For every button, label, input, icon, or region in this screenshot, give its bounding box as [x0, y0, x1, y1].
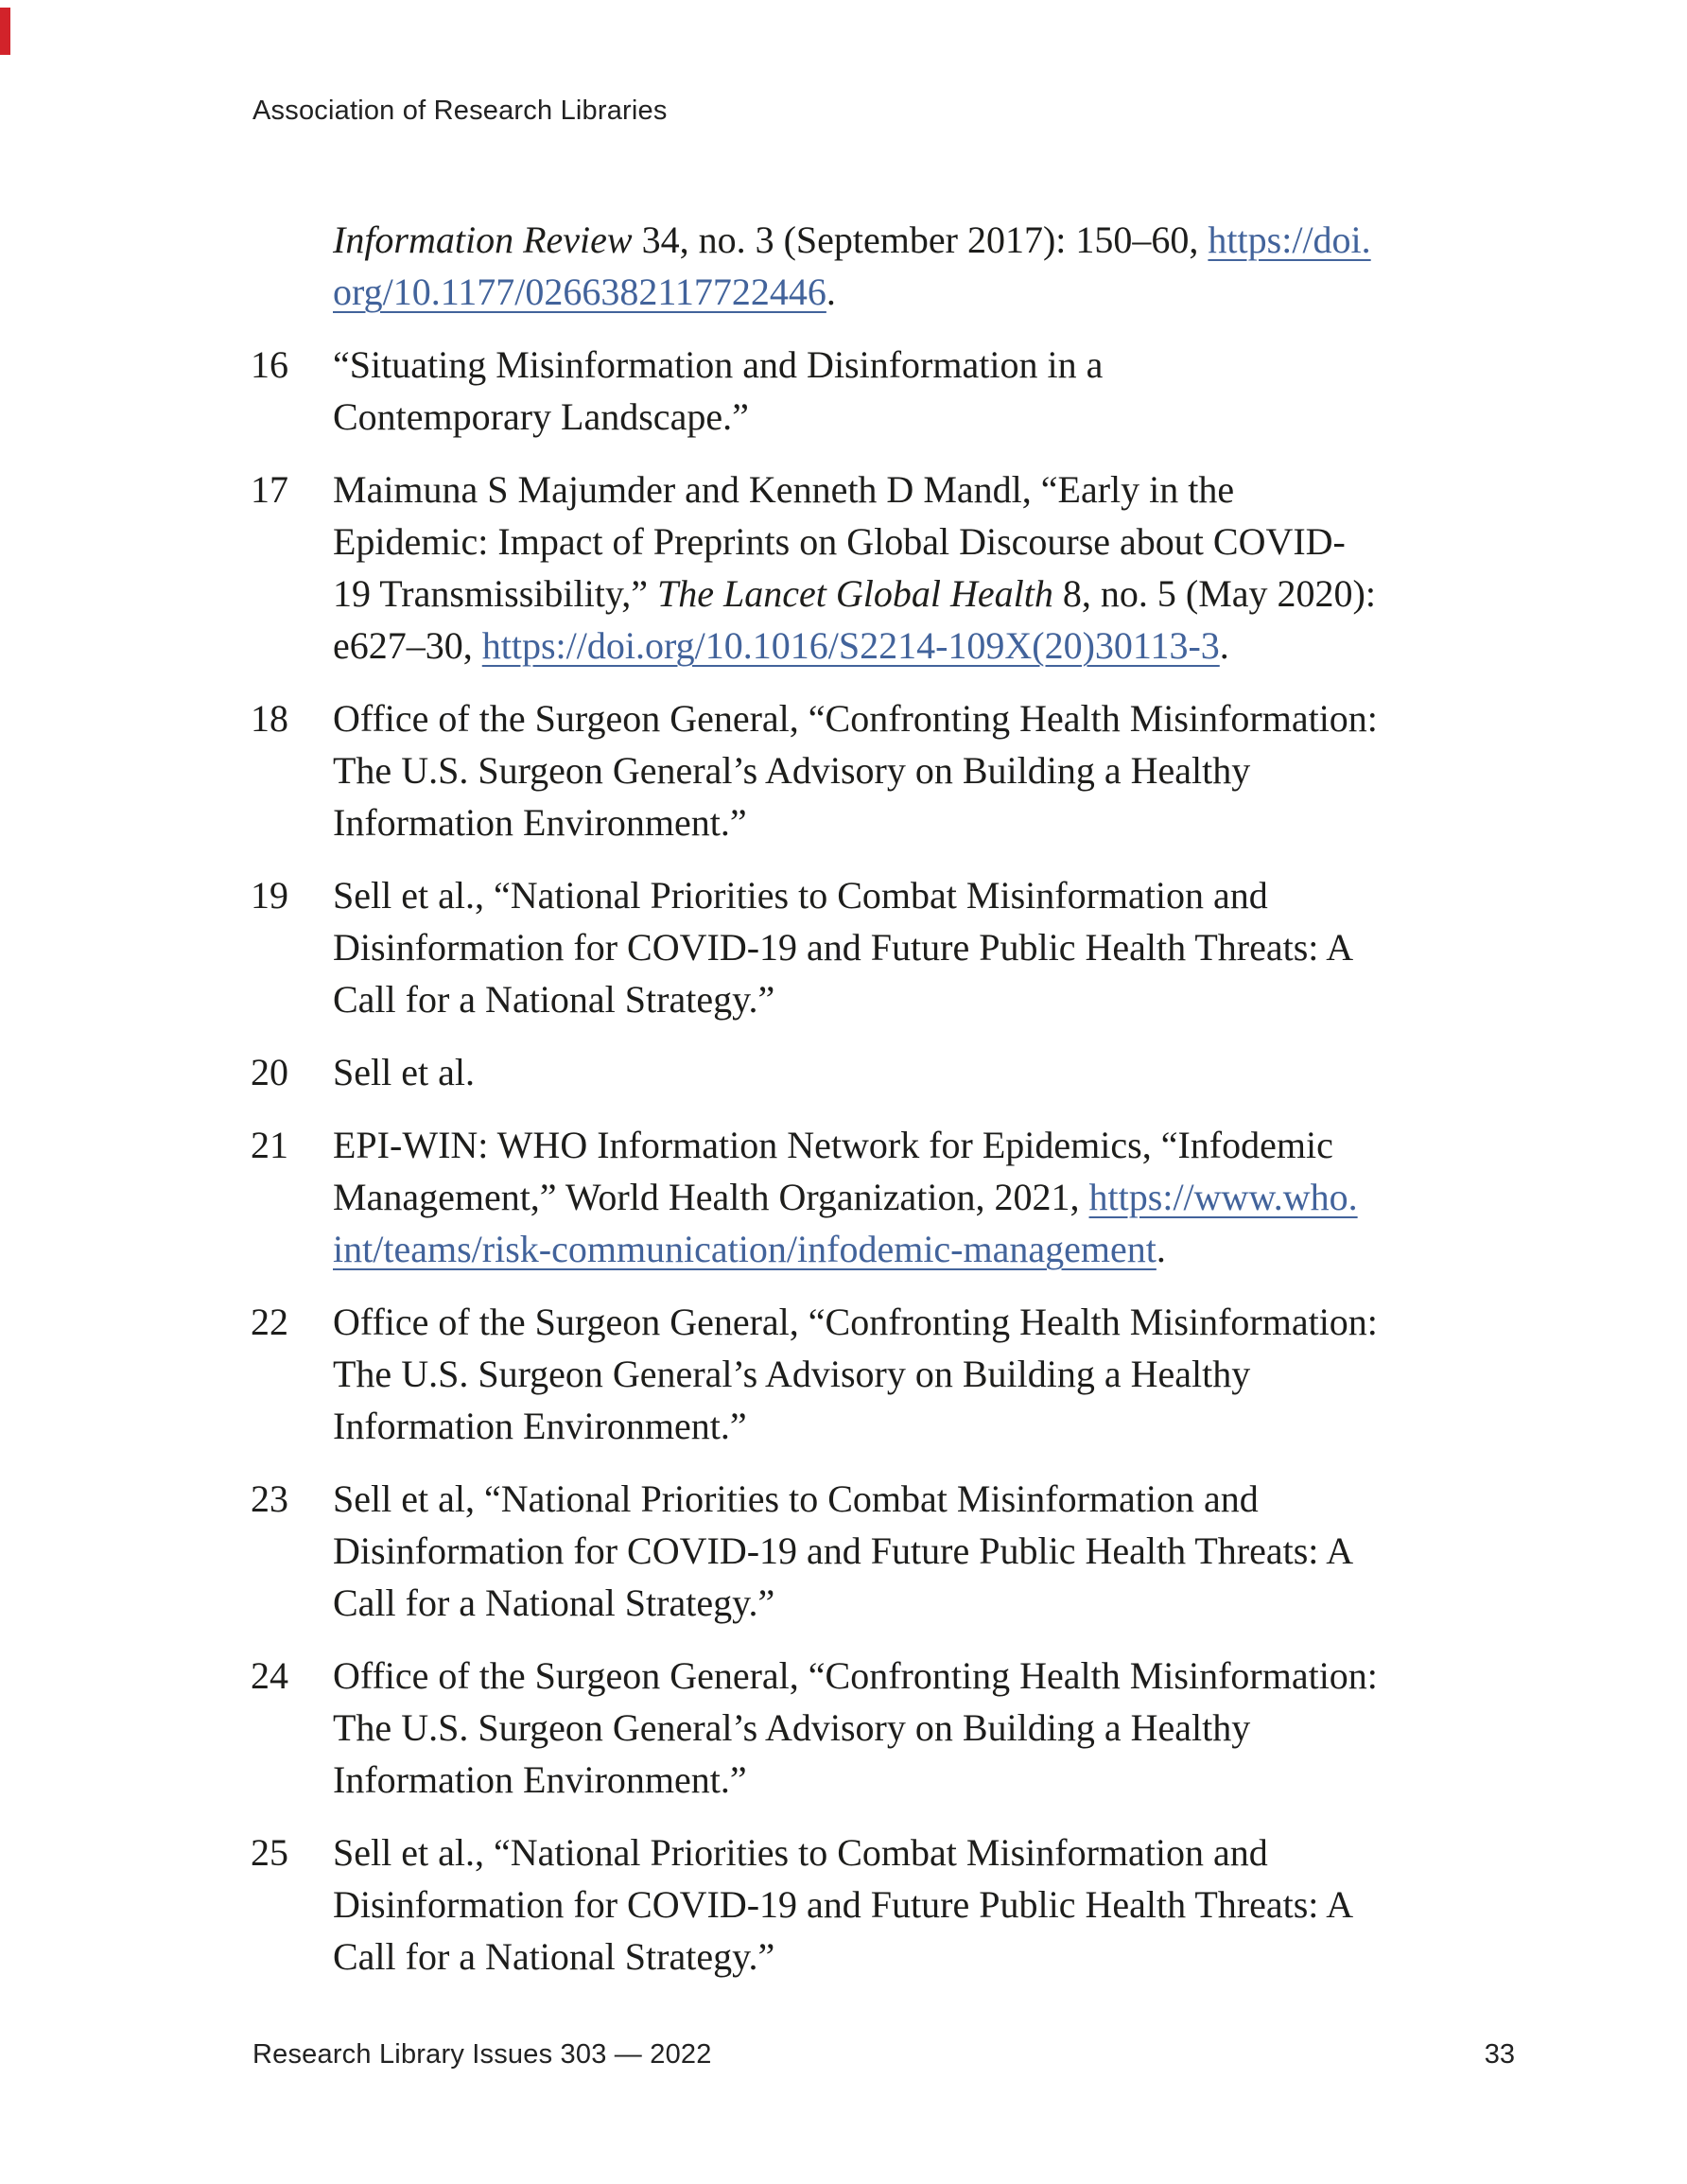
note-line [333, 1931, 1518, 1983]
text-run: Information Environment.” [333, 1758, 747, 1801]
endnote [251, 339, 1518, 443]
note-line [333, 515, 1518, 568]
text-run: Sell et al, “National Priorities to Combat Misinformation and [333, 1477, 1259, 1520]
note-body [333, 339, 1518, 443]
text-run: Disinformation for COVID-19 and Future Public Health Threats: A [333, 1883, 1354, 1926]
running-header: Association of Research Libraries [252, 96, 668, 126]
text-run: Office of the Surgeon General, “Confronting Health Misinformation: [333, 1301, 1378, 1343]
note-line [333, 1223, 1518, 1275]
note-line [333, 339, 1518, 391]
text-run: The U.S. Surgeon General’s Advisory on Building a Healthy [333, 1706, 1251, 1749]
text-run: Disinformation for COVID-19 and Future Public Health Threats: A [333, 926, 1354, 969]
text-run: Office of the Surgeon General, “Confronting Health Misinformation: [333, 1654, 1378, 1697]
note-number: 16 [251, 343, 288, 386]
note-line [333, 796, 1518, 848]
url-link[interactable]: int/teams/risk-communication/infodemic-management [333, 1228, 1157, 1270]
running-footer: Research Library Issues 303 — 2022 [252, 2039, 712, 2070]
text-run: Contemporary Landscape.” [333, 395, 749, 438]
note-line [333, 1878, 1518, 1931]
text-run: Maimuna S Majumder and Kenneth D Mandl, “Early in the [333, 468, 1235, 511]
url-link[interactable]: https://www.who. [1088, 1176, 1358, 1218]
text-run: Sell et al., “National Priorities to Combat Misinformation and [333, 1831, 1268, 1874]
endnote [251, 1826, 1518, 1983]
url-link[interactable]: https://doi.org/10.1016/S2214-109X(20)30113-3 [481, 624, 1220, 667]
text-run: e627–30, [333, 624, 482, 667]
note-line [333, 692, 1518, 744]
note-body [333, 1296, 1518, 1452]
text-run: . [826, 271, 836, 313]
note-body [333, 1473, 1518, 1629]
note-line [333, 1171, 1518, 1223]
note-body [333, 692, 1518, 848]
note-number: 22 [251, 1301, 288, 1343]
endnote [251, 1046, 1518, 1098]
note-body [333, 463, 1518, 672]
text-run: Information Environment.” [333, 801, 747, 844]
note-line [333, 744, 1518, 796]
text-run: Sell et al. [333, 1051, 475, 1093]
text-run: Disinformation for COVID-19 and Future Public Health Threats: A [333, 1529, 1354, 1572]
endnote [251, 692, 1518, 848]
note-line [333, 973, 1518, 1025]
text-run: Sell et al., “National Priorities to Combat Misinformation and [333, 874, 1268, 917]
text-run: The Lancet Global Health [657, 572, 1053, 615]
note-body [333, 1826, 1518, 1983]
endnote [251, 214, 1518, 318]
url-link[interactable]: https://doi. [1208, 218, 1371, 261]
endnote [251, 1650, 1518, 1806]
note-line [333, 1400, 1518, 1452]
note-line [333, 391, 1518, 443]
note-line [333, 1650, 1518, 1702]
note-line [333, 1525, 1518, 1577]
note-number: 25 [251, 1831, 288, 1874]
note-line [333, 1577, 1518, 1629]
text-run: “Situating Misinformation and Disinformation in a [333, 343, 1104, 386]
note-line [333, 620, 1518, 672]
note-body [333, 1650, 1518, 1806]
note-line [333, 463, 1518, 515]
page-number: 33 [1484, 2039, 1515, 2070]
text-run: EPI-WIN: WHO Information Network for Epidemics, “Infodemic [333, 1124, 1333, 1166]
endnote [251, 1296, 1518, 1452]
note-line [333, 1702, 1518, 1754]
note-body [333, 1046, 1518, 1098]
note-line [333, 266, 1518, 318]
text-run: The U.S. Surgeon General’s Advisory on Building a Healthy [333, 1353, 1251, 1395]
note-line [333, 1348, 1518, 1400]
text-run: 19 Transmissibility,” [333, 572, 658, 615]
text-run: . [1156, 1228, 1166, 1270]
note-number [251, 214, 333, 318]
note-body [333, 869, 1518, 1025]
endnote [251, 869, 1518, 1025]
note-number: 24 [251, 1654, 288, 1697]
note-line [333, 1119, 1518, 1171]
text-run: Information Environment.” [333, 1405, 747, 1447]
note-body [333, 1119, 1518, 1275]
text-run: Call for a National Strategy.” [333, 1581, 775, 1624]
note-line [333, 214, 1518, 266]
note-line [333, 568, 1518, 620]
endnote [251, 1119, 1518, 1275]
endnote [251, 1473, 1518, 1629]
text-run: . [1219, 624, 1229, 667]
text-run: Epidemic: Impact of Preprints on Global Discourse about COVID- [333, 520, 1346, 563]
note-body [333, 214, 1518, 318]
text-run: Call for a National Strategy.” [333, 978, 775, 1021]
endnote [251, 463, 1518, 672]
note-line [333, 1473, 1518, 1525]
red-bookmark-tab [0, 8, 10, 55]
text-run: Call for a National Strategy.” [333, 1935, 775, 1978]
note-line [333, 1826, 1518, 1878]
text-run: Office of the Surgeon General, “Confronting Health Misinformation: [333, 697, 1378, 740]
note-number: 18 [251, 697, 288, 740]
note-line [333, 1754, 1518, 1806]
text-run: Management,” World Health Organization, 2021, [333, 1176, 1089, 1218]
endnotes-list [251, 214, 1518, 2003]
note-line [333, 1046, 1518, 1098]
note-number: 23 [251, 1477, 288, 1520]
text-run: 8, no. 5 (May 2020): [1052, 572, 1376, 615]
note-line [333, 1296, 1518, 1348]
text-run: The U.S. Surgeon General’s Advisory on Building a Healthy [333, 749, 1251, 792]
text-run: Information Review [333, 218, 633, 261]
note-number: 20 [251, 1051, 288, 1093]
url-link[interactable]: org/10.1177/0266382117722446 [333, 271, 826, 313]
note-line [333, 921, 1518, 973]
note-line [333, 869, 1518, 921]
note-number: 17 [251, 468, 288, 511]
note-number: 21 [251, 1124, 288, 1166]
note-number: 19 [251, 874, 288, 917]
text-run: 34, no. 3 (September 2017): 150–60, [632, 218, 1209, 261]
